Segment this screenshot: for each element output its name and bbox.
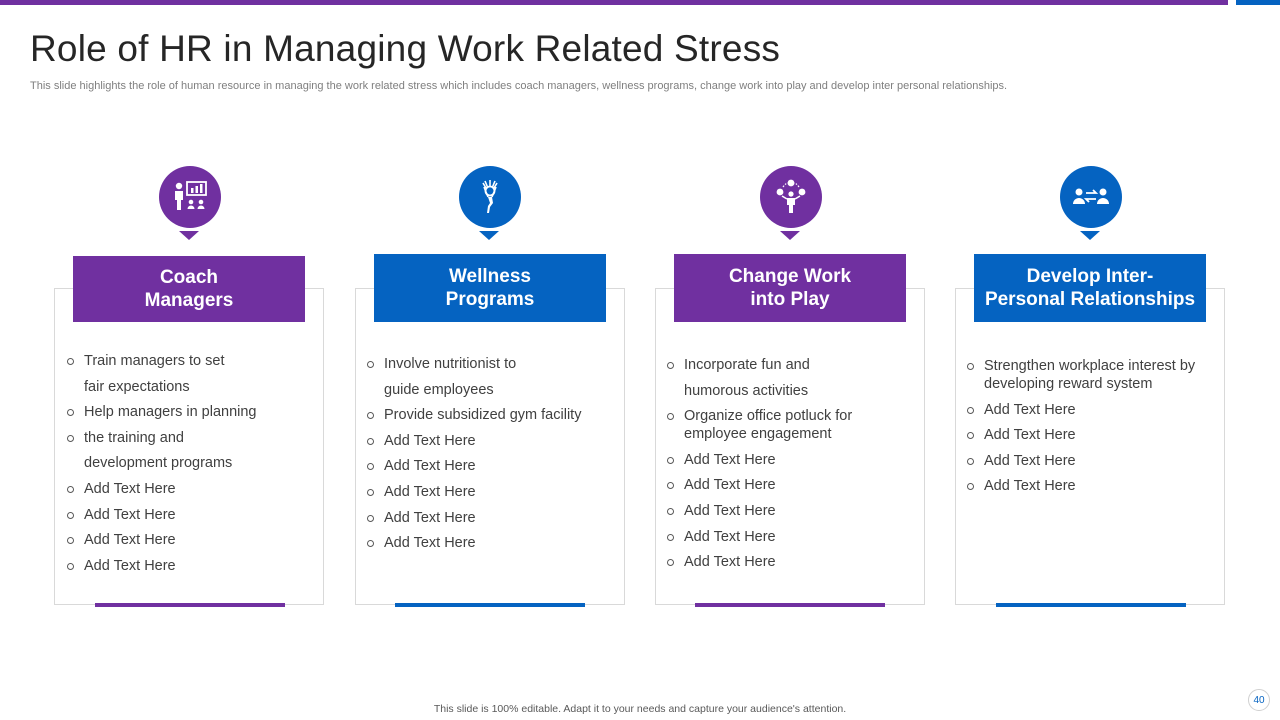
relationships-pointer [1080, 231, 1100, 240]
bullet-item: Add Text Here [66, 531, 316, 549]
change-work-bottom-bar [695, 603, 885, 607]
wellness-bullet-list [366, 355, 616, 560]
bullet-item: Add Text Here [666, 451, 916, 469]
bullet-item: the training and [66, 429, 316, 447]
coach-pointer [179, 231, 199, 240]
change-work-pointer [780, 231, 800, 240]
change-work-bullet-list [666, 356, 916, 579]
bullet-item: Add Text Here [366, 457, 616, 475]
bullet-item: Add Text Here [66, 480, 316, 498]
bullet-item: Train managers to set [66, 352, 316, 370]
relationships-bottom-bar [996, 603, 1186, 607]
bullet-item: Add Text Here [666, 476, 916, 494]
relationships-heading: Develop Inter- Personal Relationships [974, 254, 1206, 322]
bullet-item: Add Text Here [966, 401, 1216, 419]
bullet-item: development programs [84, 455, 233, 472]
bullet-item: Involve nutritionist to [366, 355, 616, 373]
bullet-item: Help managers in planning [66, 403, 316, 421]
bullet-item: Add Text Here [366, 483, 616, 501]
relationships-bullet-list [966, 357, 1216, 503]
change-work-icon-circle [760, 166, 822, 228]
bullet-item: Strengthen workplace interest by developing reward system [966, 357, 1216, 393]
coach-bullet-list [66, 352, 316, 582]
bullet-item: Organize office potluck for employee engagement [666, 407, 916, 443]
bullet-item: Add Text Here [366, 432, 616, 450]
coach-bottom-bar [95, 603, 285, 607]
bullet-item: Add Text Here [66, 557, 316, 575]
bullet-item: Add Text Here [966, 426, 1216, 444]
bullet-item: fair expectations [84, 378, 190, 395]
footer-note: This slide is 100% editable. Adapt it to your needs and capture your audience's attention. [433, 703, 847, 715]
slide-subtitle: This slide highlights the role of human resource in managing the work related stress which includes coach managers, wellness programs, change work into play and develop inter personal relationships. [30, 80, 1008, 92]
wellness-icon-circle [459, 166, 521, 228]
top-accent-bar-blue [1236, 0, 1280, 5]
bullet-item: Add Text Here [966, 477, 1216, 495]
bullet-item: Incorporate fun and [666, 356, 916, 374]
bullet-item: Add Text Here [666, 502, 916, 520]
wellness-person-icon [470, 177, 510, 217]
bullet-item: Add Text Here [966, 452, 1216, 470]
change-work-heading: Change Work into Play [674, 254, 906, 322]
coach-icon-circle [159, 166, 221, 228]
bullet-item: humorous activities [684, 382, 809, 399]
page-number: 40 [1248, 689, 1270, 711]
presentation-teacher-icon [170, 177, 210, 217]
juggling-person-icon [771, 177, 811, 217]
bullet-item: Add Text Here [366, 509, 616, 527]
slide-title: Role of HR in Managing Work Related Stress [30, 28, 781, 69]
bullet-item: Add Text Here [666, 553, 916, 571]
bullet-item: guide employees [384, 381, 494, 398]
wellness-pointer [479, 231, 499, 240]
bullet-item: Add Text Here [366, 534, 616, 552]
coach-heading: Coach Managers [73, 256, 305, 322]
top-accent-bar-purple [0, 0, 1228, 5]
bullet-item: Provide subsidized gym facility [366, 406, 616, 424]
wellness-bottom-bar [395, 603, 585, 607]
bullet-item: Add Text Here [66, 506, 316, 524]
bullet-item: Add Text Here [666, 528, 916, 546]
relationships-icon-circle [1060, 166, 1122, 228]
people-exchange-icon [1071, 177, 1111, 217]
wellness-heading: Wellness Programs [374, 254, 606, 322]
